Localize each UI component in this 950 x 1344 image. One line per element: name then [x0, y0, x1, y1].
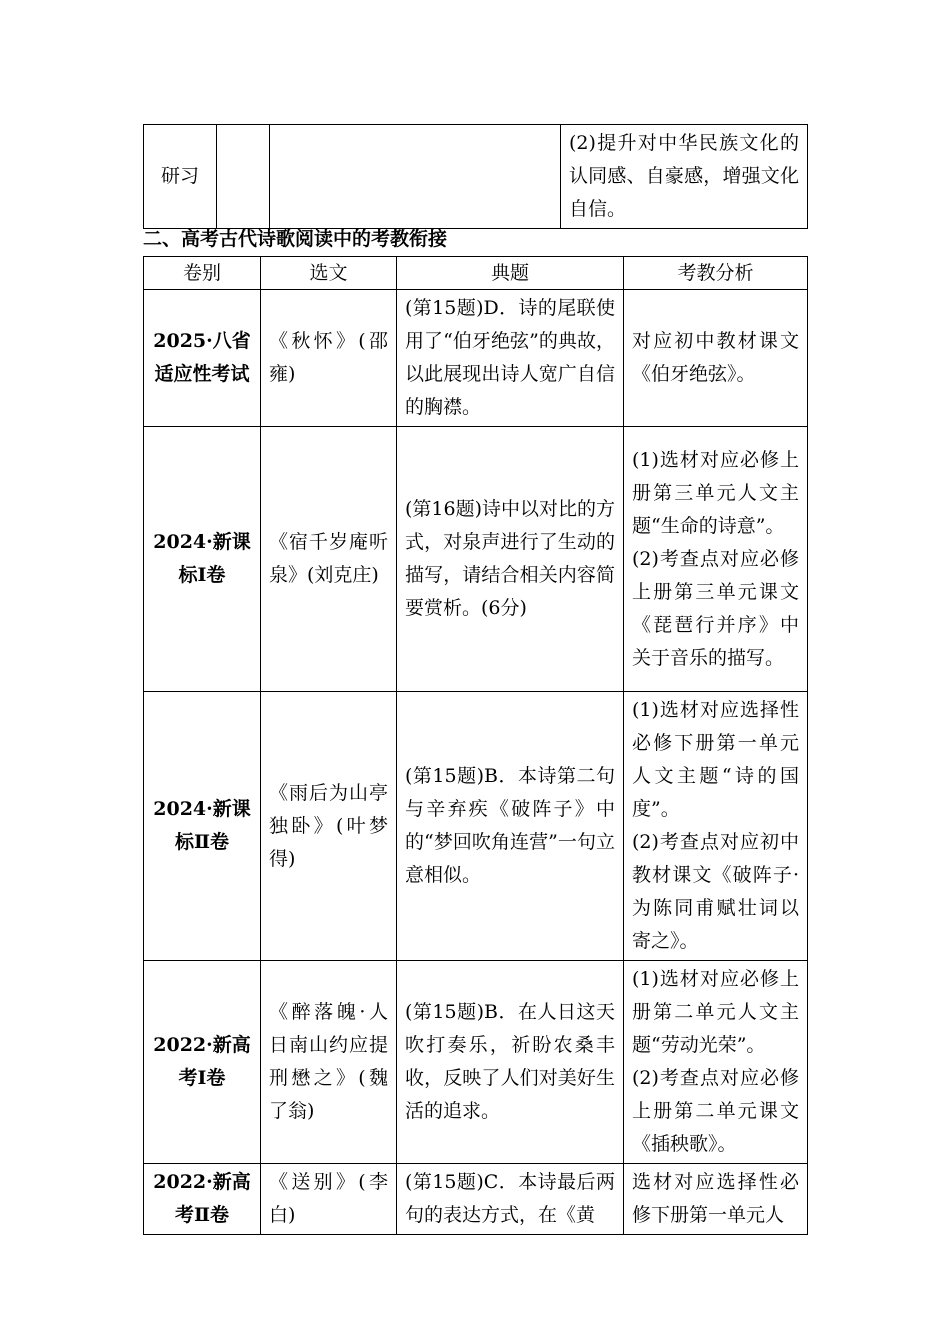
paper-cell: 2025·八省适应性考试	[144, 290, 261, 427]
analysis-item: (2)考查点对应必修上册第二单元课文《插秧歌》。	[632, 1067, 799, 1155]
analysis-item: (1)选材对应必修上册第三单元人文主题“生命的诗意”。	[632, 448, 799, 537]
poem-cell: 《雨后为山亭独卧》(叶梦得)	[261, 692, 397, 961]
section-heading: 二、高考古代诗歌阅读中的考教衔接	[143, 228, 448, 250]
analysis-cell	[624, 692, 808, 961]
column-header: 卷别	[144, 257, 261, 290]
column-header: 典题	[397, 257, 624, 290]
table-row	[144, 961, 808, 1164]
table-cell: (2)提升对中华民族文化的认同感、自豪感，增强文化自信。	[561, 125, 808, 229]
question-cell: (第15题)B．在人日这天吹打奏乐，祈盼农桑丰收，反映了人们对美好生活的追求。	[397, 961, 624, 1164]
poem-cell: 《送别》(李白)	[261, 1164, 397, 1235]
question-cell: (第15题)B．本诗第二句与辛弃疾《破阵子》中的“梦回吹角连营”一句立意相似。	[397, 692, 624, 961]
analysis-cell	[624, 427, 808, 692]
table-row	[144, 290, 808, 427]
question-cell: (第16题)诗中以对比的方式，对泉声进行了生动的描写，请结合相关内容简要赏析。(6分)	[397, 427, 624, 692]
analysis-item: (1)选材对应选择性必修下册第一单元人文主题“诗的国度”。	[632, 699, 799, 820]
column-header: 选文	[261, 257, 397, 290]
paper-cell: 2022·新高考Ⅱ卷	[144, 1164, 261, 1235]
analysis-cell	[624, 961, 808, 1164]
poem-cell: 《宿千岁庵听泉》(刘克庄)	[261, 427, 397, 692]
table-row	[144, 125, 808, 229]
header-row	[144, 257, 808, 290]
analysis-item: (2)考查点对应必修上册第三单元课文《琵琶行并序》中关于音乐的描写。	[632, 547, 799, 669]
question-cell: (第15题)C．本诗最后两句的表达方式，在《黄	[397, 1164, 624, 1235]
table-row	[144, 427, 808, 692]
table-row	[144, 1164, 808, 1235]
poem-cell: 《醉落魄·人日南山约应提刑懋之》(魏了翁)	[261, 961, 397, 1164]
analysis-item: (2)考查点对应初中教材课文《破阵子·为陈同甫赋壮词以寄之》。	[632, 831, 799, 952]
paper-cell: 2024·新课标Ⅰ卷	[144, 427, 261, 692]
analysis-item: (1)选材对应必修上册第二单元人文主题“劳动光荣”。	[632, 968, 799, 1056]
empty-cell	[270, 125, 561, 229]
empty-cell	[217, 125, 270, 229]
paper-cell: 2024·新课标Ⅱ卷	[144, 692, 261, 961]
top-table	[143, 124, 808, 229]
main-table	[143, 256, 808, 1235]
table-row	[144, 692, 808, 961]
paper-cell: 2022·新高考Ⅰ卷	[144, 961, 261, 1164]
poem-cell: 《秋怀》(邵雍)	[261, 290, 397, 427]
analysis-cell: 对应初中教材课文《伯牙绝弦》。	[624, 290, 808, 427]
column-header: 考教分析	[624, 257, 808, 290]
question-cell: (第15题)D．诗的尾联使用了“伯牙绝弦”的典故，以此展现出诗人宽广自信的胸襟。	[397, 290, 624, 427]
row-label: 研习	[144, 125, 217, 229]
analysis-cell: 选材对应选择性必修下册第一单元人	[624, 1164, 808, 1235]
